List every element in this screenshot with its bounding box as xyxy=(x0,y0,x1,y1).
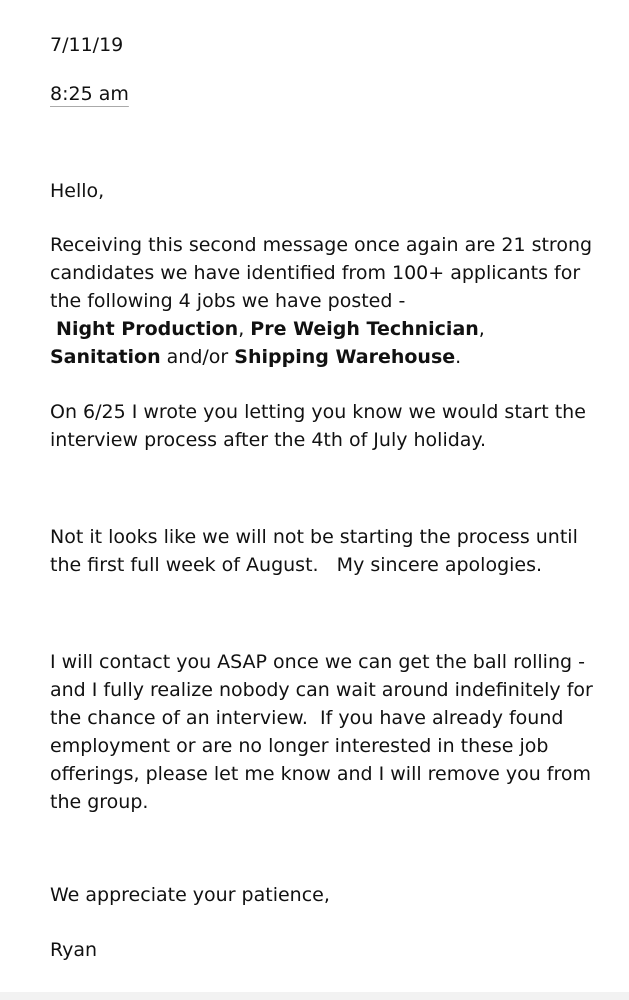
paragraph-interview-schedule: On 6/25 I wrote you letting you know we would start the interview process after the 4th of July holiday. xyxy=(50,401,586,451)
job-separator-3: and/or xyxy=(160,346,235,368)
greeting: Hello, xyxy=(50,180,105,202)
paragraph-candidates xyxy=(50,231,610,371)
closing-line: We appreciate your patience, xyxy=(50,884,330,906)
paragraph-contact: I will contact you ASAP once we can get the ball rolling - and I fully realize nobody can wait around indefinitely for the chance of an interview. If you have already found employment or are no longer interested in these job offerings, please let me know and I will remove you from the group. xyxy=(50,651,599,813)
job-pre-weigh-technician: Pre Weigh Technician xyxy=(250,318,479,340)
message-date: 7/11/19 xyxy=(50,34,124,56)
paragraph-candidates-intro: Receiving this second message once again are 21 strong candidates we have identified from 100+ applicants for the following 4 jobs we have posted - xyxy=(50,234,593,312)
message-time[interactable] xyxy=(50,80,129,108)
job-separator-2: , xyxy=(478,318,485,340)
paragraph-candidates-end: . xyxy=(455,346,462,368)
footer-bar xyxy=(0,992,629,1000)
job-night-production: Night Production xyxy=(56,318,239,340)
job-shipping-warehouse: Shipping Warehouse xyxy=(234,346,456,368)
paragraph-delay: Not it looks like we will not be starting the process until the first full week of August. My sincere apologies. xyxy=(50,526,584,576)
message-time-text[interactable]: 8:25 am xyxy=(50,83,129,105)
signature: Ryan xyxy=(50,939,98,961)
job-sanitation: Sanitation xyxy=(50,346,161,368)
job-separator-1: , xyxy=(238,318,251,340)
